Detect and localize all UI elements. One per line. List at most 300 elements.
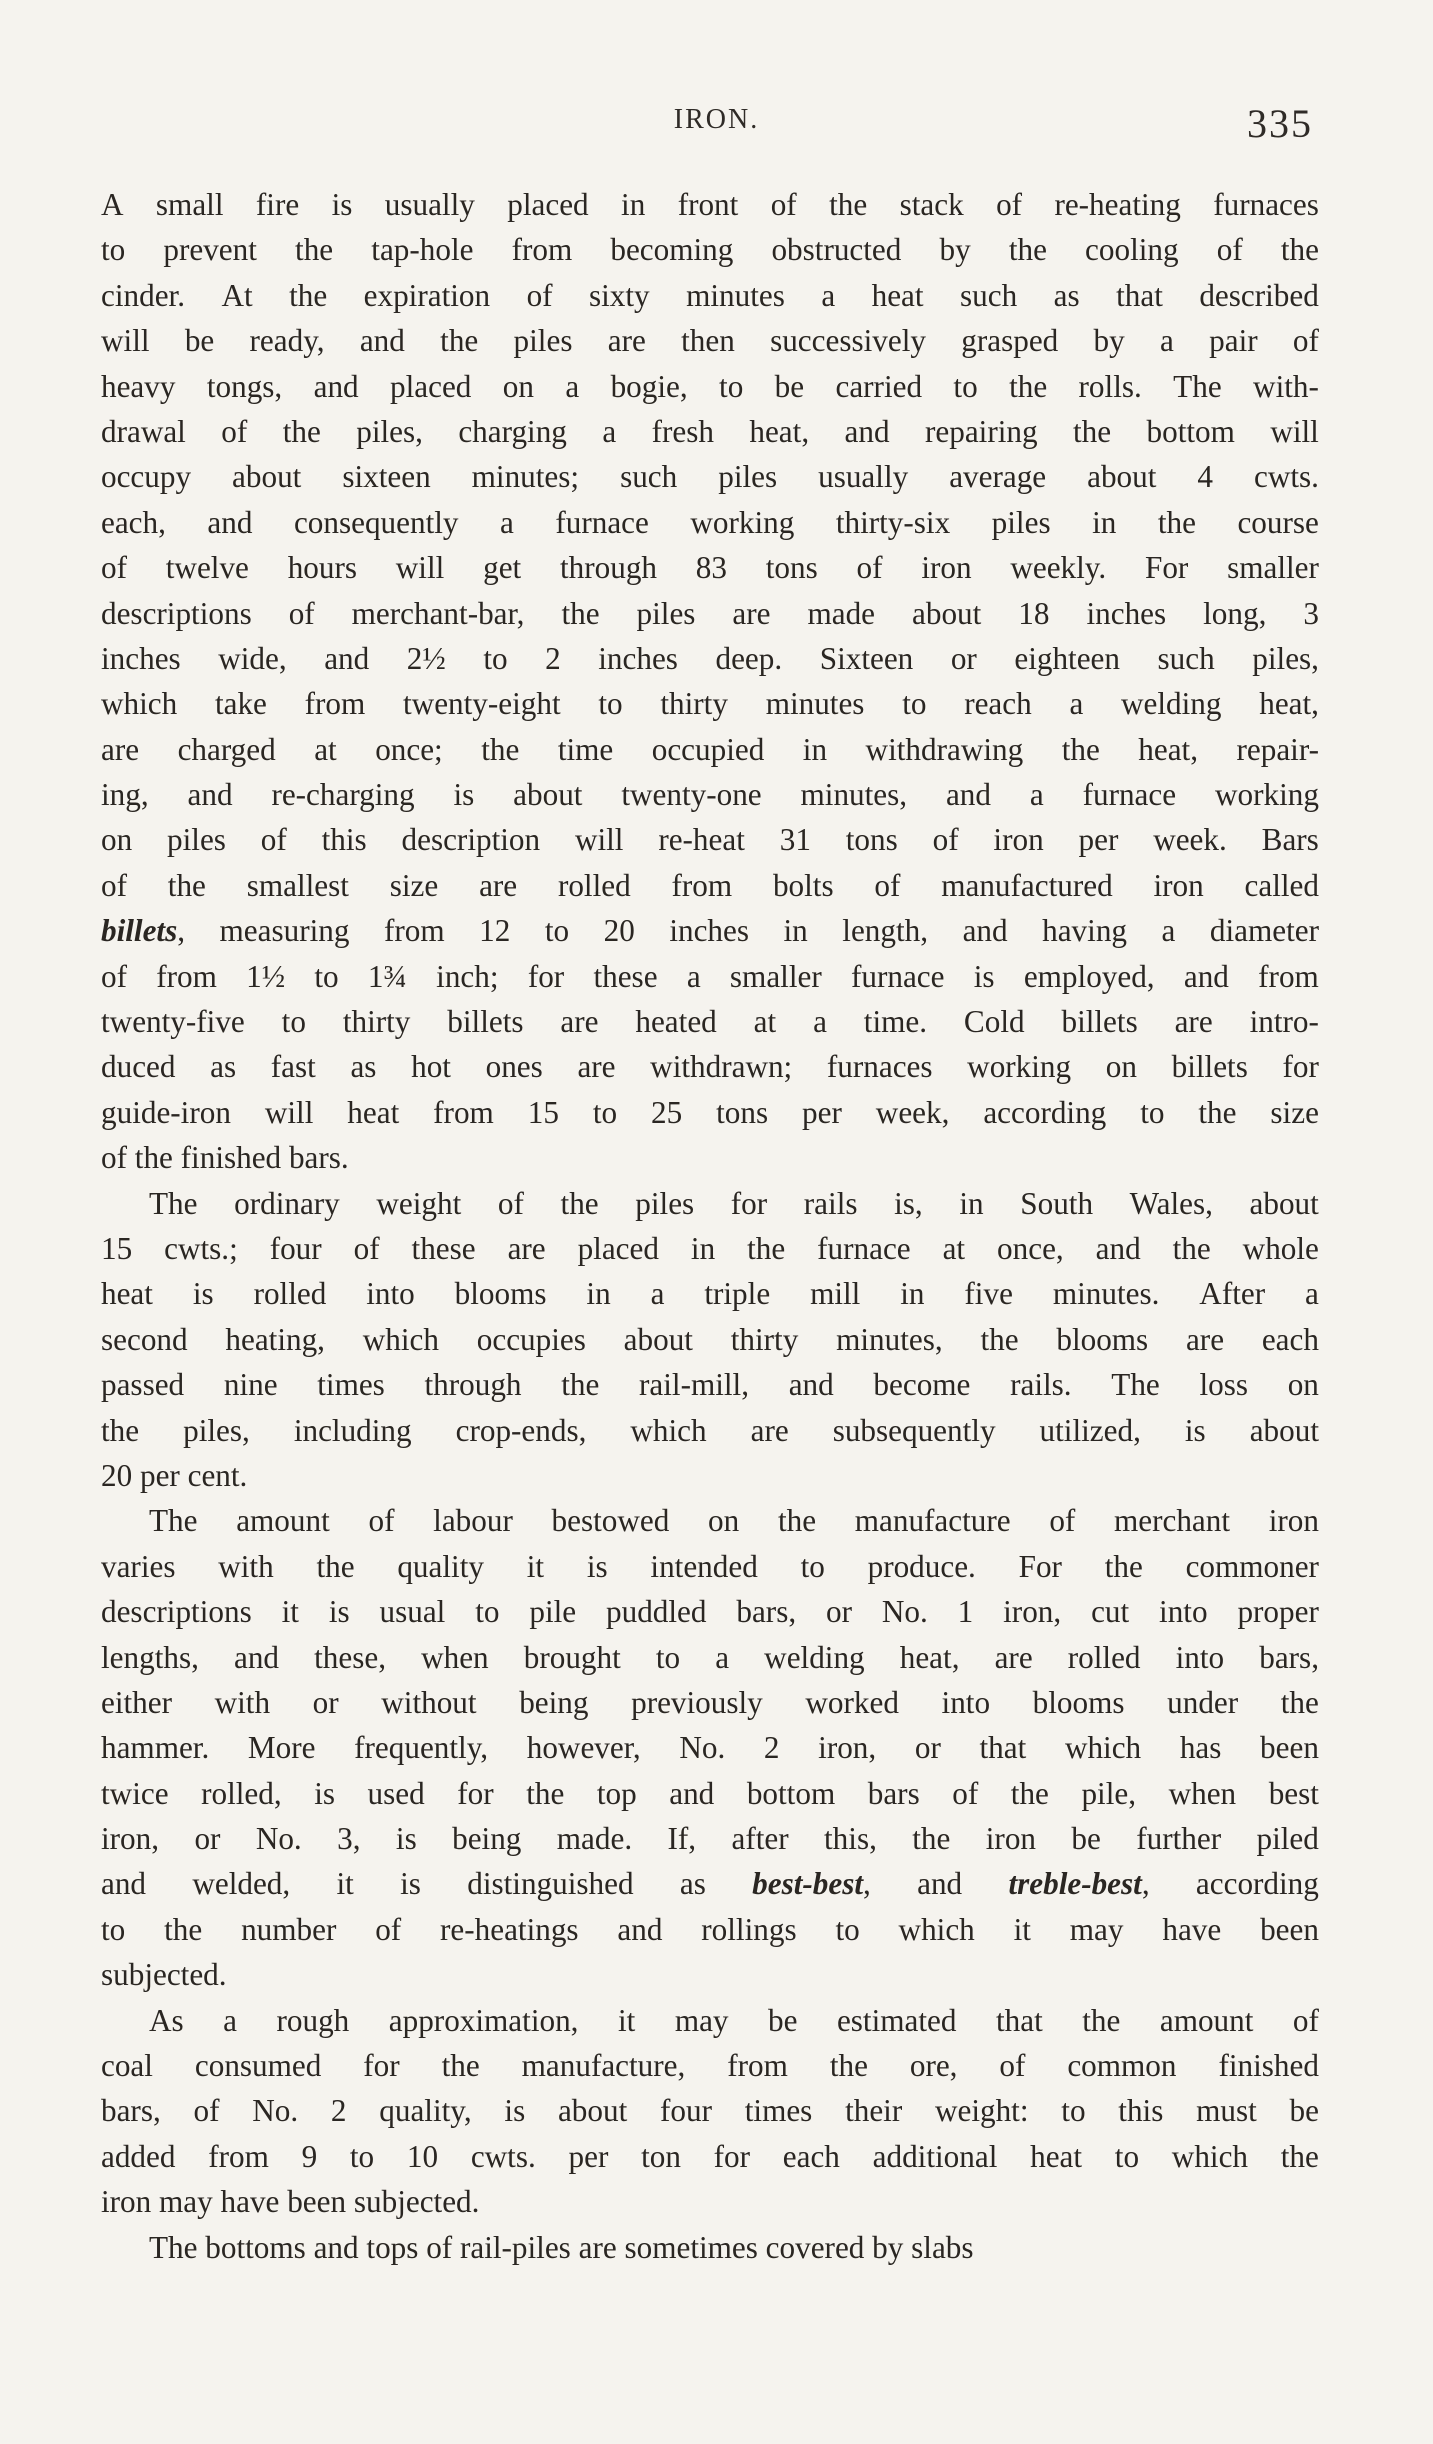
- text-run: and: [1095, 1230, 1141, 1266]
- text-run: are: [750, 1412, 789, 1448]
- text-run: furnace: [555, 504, 649, 540]
- text-run: 2: [545, 640, 561, 676]
- text-line: [101, 817, 1319, 862]
- text-run: If,: [667, 1821, 697, 1857]
- text-run: to: [1061, 2093, 1086, 2129]
- text-run: a: [1161, 913, 1176, 949]
- text-run: ton: [641, 2138, 681, 2174]
- word: [1014, 1907, 1031, 1952]
- word: [314, 1635, 386, 1680]
- word: [1209, 318, 1258, 363]
- text-run: for: [457, 1775, 494, 1811]
- word: [558, 2088, 627, 2133]
- word: [207, 500, 252, 545]
- text-run: common: [1067, 2048, 1177, 2084]
- word: [621, 772, 761, 817]
- text-run: of: [375, 1911, 402, 1947]
- text-run: proper: [1237, 1594, 1319, 1630]
- text-run: a: [1160, 323, 1174, 359]
- word: [1145, 545, 1188, 590]
- word: [873, 2134, 998, 2179]
- word: [512, 227, 573, 272]
- word: [730, 954, 822, 999]
- word: [833, 1408, 996, 1453]
- word: [1065, 1725, 1141, 1770]
- word: [637, 591, 696, 636]
- text-run: rolled: [557, 867, 631, 903]
- text-run: minutes,: [800, 777, 908, 813]
- word: [836, 500, 950, 545]
- text-run: occupied: [651, 731, 765, 767]
- word: [810, 1271, 860, 1316]
- text-run: which: [362, 1321, 439, 1357]
- text-run: to: [800, 1548, 825, 1584]
- word: [964, 681, 1032, 726]
- word: [668, 1816, 697, 1861]
- text-run: to: [314, 958, 339, 994]
- text-run: and: [669, 1775, 715, 1811]
- text-run: about: [557, 2093, 628, 2129]
- word: [305, 681, 366, 726]
- text-run: repair-: [1236, 731, 1319, 767]
- word: [715, 1635, 729, 1680]
- word: [747, 1771, 835, 1816]
- text-run: piles,: [1252, 640, 1319, 676]
- word: [167, 817, 226, 862]
- text-run: the: [1082, 2002, 1121, 2038]
- text-run: labour: [433, 1503, 513, 1539]
- word: [486, 1044, 543, 1089]
- word: [252, 2088, 298, 2133]
- text-run: welded,: [192, 1866, 291, 1902]
- text-run: placed: [577, 1230, 659, 1266]
- text-run: loss: [1199, 1367, 1249, 1403]
- word: [1096, 1226, 1141, 1271]
- text-run: thirty: [730, 1321, 799, 1357]
- text-run: of: [353, 1230, 380, 1266]
- word: [641, 2134, 681, 2179]
- text-run: re-heatings: [440, 1911, 579, 1947]
- text-line: [101, 1907, 1319, 1952]
- word: [425, 1362, 522, 1407]
- text-run: piles: [718, 459, 778, 495]
- word: [561, 1181, 599, 1226]
- word: [597, 1771, 637, 1816]
- text-run: about: [1087, 459, 1157, 495]
- word: [696, 545, 727, 590]
- word: [221, 273, 252, 318]
- word: [958, 1589, 974, 1634]
- text-run: coal: [101, 2048, 153, 2084]
- text-run: such: [1157, 640, 1215, 676]
- text-run: cut: [1091, 1594, 1130, 1630]
- word: [1106, 1044, 1137, 1089]
- text-run: withdrawn;: [650, 1049, 793, 1085]
- word: [611, 364, 688, 409]
- word: [453, 772, 474, 817]
- text-run: the: [440, 323, 479, 359]
- text-run: descriptions: [101, 595, 252, 631]
- word: [241, 1907, 336, 1952]
- word: [513, 772, 582, 817]
- text-run: then: [681, 323, 735, 359]
- word: [527, 1725, 641, 1770]
- text-run: of: [368, 1503, 395, 1539]
- word: [681, 318, 735, 363]
- text-run: 83: [695, 550, 727, 586]
- word: [390, 863, 439, 908]
- text-run: pile,: [1081, 1775, 1137, 1811]
- word: [218, 636, 286, 681]
- text-run: frequently,: [354, 1730, 489, 1766]
- text-run: of: [526, 277, 553, 313]
- text-run: a: [686, 958, 701, 994]
- word: [837, 1998, 957, 2043]
- word: [375, 727, 443, 772]
- text-run: working: [967, 1049, 1072, 1085]
- text-run: charged: [177, 731, 276, 767]
- word: [1054, 273, 1080, 318]
- text-run: once,: [997, 1230, 1064, 1266]
- text-run: is: [453, 777, 475, 813]
- word: [915, 1725, 941, 1770]
- text-line: [101, 1453, 1319, 1498]
- text-run: fresh: [651, 413, 714, 449]
- text-run: to: [719, 368, 744, 404]
- word: [618, 1998, 635, 2043]
- word: [528, 954, 564, 999]
- text-run: varies: [101, 1548, 176, 1584]
- word: [1197, 454, 1213, 499]
- word: [1111, 1362, 1160, 1407]
- word: [846, 817, 898, 862]
- word: [1079, 817, 1119, 862]
- text-run: the: [167, 867, 206, 903]
- word: [589, 273, 650, 318]
- word: [731, 1181, 767, 1226]
- word: [805, 1680, 899, 1725]
- text-run: which: [1171, 2138, 1249, 2174]
- text-run: the: [441, 2048, 480, 2084]
- text-line: [101, 2088, 1319, 2133]
- word: [1184, 954, 1229, 999]
- text-run: 4: [1197, 459, 1213, 495]
- word: [368, 1498, 394, 1543]
- word: [874, 863, 900, 908]
- text-line: [101, 1861, 1319, 1906]
- text-run: intro-: [1249, 1004, 1319, 1040]
- text-run: in: [1092, 504, 1117, 540]
- text-run: as: [350, 1049, 377, 1085]
- word: [508, 1226, 546, 1271]
- text-run: twenty-one: [621, 777, 762, 813]
- word: [751, 1408, 789, 1453]
- paragraph: [101, 1181, 1319, 1499]
- text-run: the: [829, 2048, 868, 2084]
- text-run: grasped: [961, 323, 1059, 359]
- text-run: of: [952, 1775, 979, 1811]
- text-run: will: [101, 323, 150, 359]
- word: [254, 1271, 327, 1316]
- text-run: and: [788, 1367, 834, 1403]
- text-run: and: [1183, 958, 1229, 994]
- text-run: the: [1280, 1684, 1319, 1720]
- word: [368, 1771, 425, 1816]
- text-line: [101, 681, 1319, 726]
- text-line: [101, 1816, 1319, 1861]
- text-run: rollings: [701, 1911, 797, 1947]
- text-run: distinguished: [467, 1866, 634, 1902]
- text-run: drawal: [101, 413, 186, 449]
- text-run: heavy: [101, 368, 176, 404]
- text-run: in: [900, 1276, 925, 1312]
- paragraph: [101, 1998, 1319, 2225]
- text-run: thirty: [660, 686, 728, 722]
- word: [1069, 681, 1083, 726]
- text-run: each,: [101, 504, 166, 540]
- text-run: approximation,: [388, 2002, 579, 2038]
- text-line: [101, 1498, 1319, 1543]
- text-line: [101, 409, 1319, 454]
- text-run: piles,: [356, 413, 423, 449]
- text-run: to: [655, 1639, 681, 1675]
- text-run: into: [941, 1684, 991, 1720]
- text-run: and: [962, 913, 1008, 949]
- word: [101, 1907, 125, 1952]
- word: [974, 954, 995, 999]
- word: [397, 1544, 484, 1589]
- word: [1290, 2088, 1319, 2133]
- word: [498, 1181, 524, 1226]
- text-run: it: [617, 2002, 636, 2038]
- word: [526, 1771, 564, 1816]
- word: [731, 1317, 799, 1362]
- word: [472, 454, 579, 499]
- word: [598, 636, 678, 681]
- text-line: [101, 1544, 1319, 1589]
- text-run: inch;: [436, 958, 499, 994]
- word: [716, 636, 783, 681]
- text-run: front: [677, 187, 739, 222]
- word: [396, 1816, 417, 1861]
- word: [457, 1771, 493, 1816]
- text-line: [101, 1952, 1319, 1997]
- text-line: [101, 2043, 1319, 2088]
- word: [651, 1090, 682, 1135]
- word: [577, 1044, 615, 1089]
- text-line: [101, 454, 1319, 499]
- word: [347, 1090, 399, 1135]
- text-run: 2: [763, 1730, 780, 1766]
- text-run: occupies: [476, 1321, 586, 1357]
- word: [149, 1181, 198, 1226]
- word: [101, 1044, 175, 1089]
- word: [1262, 817, 1319, 862]
- text-run: may: [1069, 1911, 1124, 1947]
- word: [101, 1544, 175, 1589]
- text-run: iron: [921, 550, 972, 586]
- text-run: of: [260, 822, 287, 858]
- text-run: a: [602, 413, 617, 449]
- word: [421, 1635, 489, 1680]
- text-run: iron: [1153, 867, 1204, 903]
- text-run: top: [596, 1775, 637, 1811]
- word: [221, 409, 247, 454]
- text-run: is: [504, 2093, 526, 2129]
- text-run: the: [164, 1911, 203, 1947]
- word: [669, 1771, 714, 1816]
- text-run: thirty: [342, 1004, 411, 1040]
- word: [500, 500, 514, 545]
- word: [980, 1317, 1018, 1362]
- word: [193, 1271, 214, 1316]
- word: [329, 1589, 350, 1634]
- text-run: when: [1168, 1775, 1237, 1811]
- word: [352, 591, 525, 636]
- word: [660, 681, 728, 726]
- text-run: consequently: [293, 504, 459, 540]
- word: [678, 182, 739, 227]
- text-run: tongs,: [206, 368, 283, 404]
- text-run: No.: [252, 2093, 299, 2129]
- word: [1070, 1907, 1124, 1952]
- word: [986, 1816, 1036, 1861]
- text-run: additional: [872, 2138, 998, 2174]
- text-run: from: [208, 2138, 269, 2174]
- word: [873, 1362, 970, 1407]
- word: [149, 1998, 184, 2043]
- word: [560, 545, 657, 590]
- word: [194, 1816, 220, 1861]
- text-run: to: [1140, 1094, 1165, 1130]
- word: [208, 2134, 269, 2179]
- text-line: [101, 1771, 1319, 1816]
- text-run: be: [768, 2002, 798, 2038]
- text-line: [101, 182, 1319, 227]
- text-run: usually: [818, 459, 909, 495]
- text-run: which: [101, 686, 178, 722]
- word: [1019, 1544, 1062, 1589]
- text-run: per: [1078, 822, 1119, 858]
- text-run: according: [983, 1094, 1107, 1130]
- text-run: a: [1305, 1276, 1319, 1312]
- word: [1162, 908, 1176, 953]
- word: [1293, 1998, 1319, 2043]
- word: [656, 1635, 680, 1680]
- word: [949, 454, 1046, 499]
- word: [652, 727, 765, 772]
- text-run: consumed: [194, 2048, 322, 2084]
- text-run: smaller: [1227, 550, 1319, 586]
- word: [282, 1589, 299, 1634]
- word: [993, 817, 1043, 862]
- text-run: iron,: [1003, 1594, 1062, 1630]
- text-run: at: [753, 1004, 777, 1040]
- word: [188, 772, 233, 817]
- word: [294, 1408, 412, 1453]
- word: [749, 409, 809, 454]
- text-run: to: [101, 1911, 126, 1947]
- word: [942, 1680, 991, 1725]
- word: [732, 591, 770, 636]
- word: [1033, 1680, 1125, 1725]
- text-run: minutes,: [836, 1321, 943, 1357]
- text-run: times: [744, 2093, 813, 2129]
- text-run: minutes: [686, 277, 785, 313]
- word: [458, 409, 567, 454]
- text-run: for: [363, 2048, 400, 2084]
- text-line: [101, 1226, 1319, 1271]
- word: [101, 1861, 146, 1906]
- text-run: bogie,: [610, 368, 688, 404]
- text-run: 20 per cent.: [101, 1457, 248, 1493]
- text-run: twenty-five: [101, 1004, 245, 1040]
- word: [940, 227, 971, 272]
- word: [900, 182, 964, 227]
- word: [178, 727, 276, 772]
- word: [250, 318, 325, 363]
- word: [952, 1771, 978, 1816]
- word: [999, 2043, 1025, 2088]
- text-run: furnaces: [826, 1049, 933, 1085]
- text-run: will: [395, 550, 445, 586]
- word: [101, 364, 175, 409]
- word: [561, 1362, 599, 1407]
- text-run: be: [1071, 1821, 1101, 1857]
- word: [163, 227, 257, 272]
- text-run: As: [149, 2002, 184, 2038]
- text-run: ,: [863, 1866, 871, 1902]
- text-run: be: [1289, 2093, 1319, 2129]
- word: [565, 364, 579, 409]
- text-run: fire: [255, 187, 300, 222]
- word: [503, 364, 534, 409]
- word: [1010, 545, 1106, 590]
- text-run: rolls.: [1078, 368, 1142, 404]
- word: [783, 2134, 840, 2179]
- text-run: tons: [765, 550, 818, 586]
- text-run: Wales,: [1129, 1185, 1213, 1221]
- text-run: the: [1157, 504, 1196, 540]
- word: [1173, 364, 1222, 409]
- text-line: [101, 908, 1319, 953]
- word: [452, 1816, 521, 1861]
- word: [1172, 2134, 1248, 2179]
- text-run: re-charging: [271, 777, 415, 813]
- italic-term: billets: [101, 913, 178, 949]
- text-run: which: [1064, 1730, 1142, 1766]
- word: [101, 273, 185, 318]
- word: [436, 954, 498, 999]
- text-run: heat,: [1138, 731, 1199, 767]
- word: [101, 999, 245, 1044]
- text-line: [101, 727, 1319, 772]
- text-run: heat,: [749, 413, 810, 449]
- text-run: the: [1198, 1094, 1237, 1130]
- text-run: 3: [1303, 595, 1319, 631]
- text-run: which: [630, 1412, 707, 1448]
- text-run: such: [960, 277, 1018, 313]
- text-run: a: [1069, 686, 1084, 722]
- text-run: subjected.: [101, 1957, 227, 1993]
- word: [824, 1816, 877, 1861]
- text-run: time.: [863, 1004, 928, 1040]
- word: [801, 1544, 825, 1589]
- text-run: furnaces: [1213, 187, 1319, 222]
- word: [1062, 727, 1100, 772]
- text-run: Cold: [963, 1004, 1025, 1040]
- text-run: been: [1260, 1730, 1319, 1766]
